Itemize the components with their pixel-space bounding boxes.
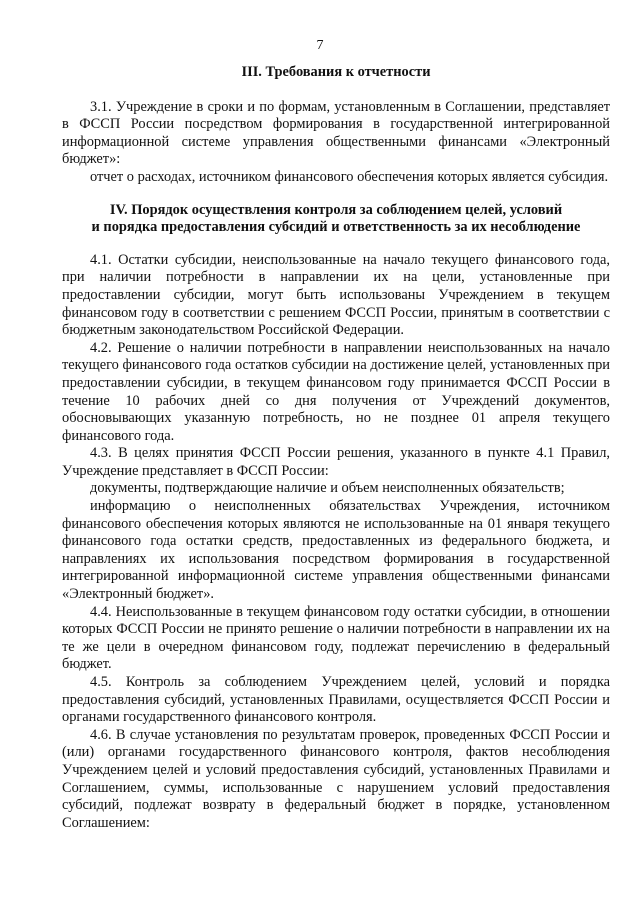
paragraph-3-1-item: отчет о расходах, источником финансового обеспечения которых является субсидия.: [90, 168, 609, 185]
paragraph-4-3-item-1: документы, подтверждающие наличие и объем неисполненных обязательств;: [90, 480, 565, 497]
paragraph-4-1: 4.1. Остатки субсидии, неиспользованные на начало текущего финансового года, при наличии потребности в направлении их на цели, установленные при предоставлении субсидии, могут быть использованы Учреждением в текущем финансовом году в соответствии с решением ФССП России, принятым в соответствии с бюджетным законодательством Российской Федерации.: [62, 251, 610, 339]
section-3-title: III. Требования к отчетности: [241, 64, 431, 80]
section-4-title-line1: IV. Порядок осуществления контроля за соблюдением целей, условий: [109, 201, 563, 218]
section-4-title-line2: и порядка предоставления субсидий и ответственность за их несоблюдение: [91, 219, 581, 236]
paragraph-4-4: 4.4. Неиспользованные в текущем финансовом году остатки субсидии, в отношении которых ФССП России не принято решение о наличии потребности в направлении их на те же цели в очередном финансовом году, подлежат перечислению в федеральный бюджет.: [62, 603, 610, 673]
paragraph-4-2: 4.2. Решение о наличии потребности в направлении неиспользованных на начало текущего финансового года остатков субсидии на достижение целей, установленных при предоставлении субсидии, в текущем финансовом году принимается ФССП России в течение 10 рабочих дней со дня получения от Учреждений документов, обосновывающих указанную потребность, но не позднее 01 апреля текущего финансового года.: [62, 339, 610, 444]
paragraph-4-6: 4.6. В случае установления по результатам проверок, проведенных ФССП России и (или) органами государственного финансового контроля, фактов несоблюдения Учреждением целей и условий предоставления субсидий, установленных Правилами и Соглашением, суммы, использованные с нарушением условий предоставления субсидий, подлежат возврату в федеральный бюджет в порядке, установленном Соглашением:: [62, 726, 610, 831]
page-number: 7: [316, 38, 324, 53]
paragraph-4-3: 4.3. В целях принятия ФССП России решения, указанного в пункте 4.1 Правил, Учреждение представляет в ФССП России:: [62, 445, 610, 479]
paragraph-4-5: 4.5. Контроль за соблюдением Учреждением целей, условий и порядка предоставления субсидий, установленных Правилами, осуществляется ФССП России и органами государственного финансового контроля.: [62, 674, 610, 726]
paragraph-4-3-item-2: информацию о неисполненных обязательствах Учреждения, источником финансового обеспечения которых являются не использованные на 01 января текущего финансового года остатки средств, предоставленных из федерального бюджета, и направлениях их использования посредством формирования в государственной интегрированной информационной системе управления общественными финансами «Электронный бюджет».: [62, 498, 610, 603]
paragraph-3-1: 3.1. Учреждение в сроки и по формам, установленным в Соглашении, представляет в ФССП России посредством формирования в государственной интегрированной информационной системе управления общественными финансами «Электронный бюджет»:: [62, 98, 610, 168]
text-column: [62, 64, 610, 832]
section-4-title: [62, 202, 610, 237]
